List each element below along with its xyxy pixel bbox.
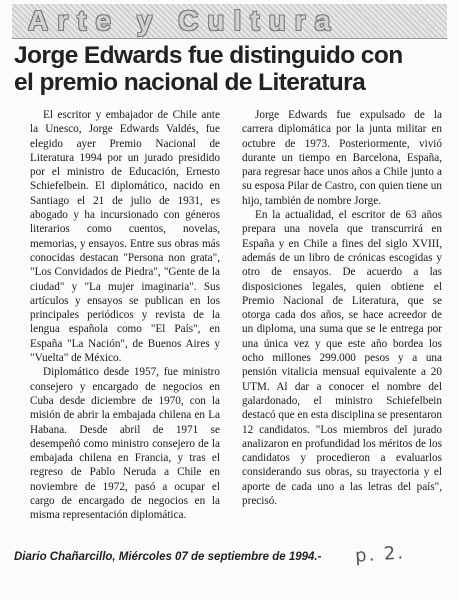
headline xyxy=(14,42,450,96)
article-paragraph: En la actualidad, el escritor de 63 años prepara una novela que transcurrirá en España y en Chile a fines del siglo XVIII, además de un libro de crónicas escogidas y otro de ensayos. De acuerdo a las disposiciones legales, quien obtiene el Premio Nacional de Literatura, que se otorga cada dos años, se hace acreedor de un diploma, una suma que se le entrega por una única vez y que este año bordea los ocho millones 299.000 pesos y a una pensión vitalicia mensual equivalente a 20 UTM. Al dar a conocer el nombre del galardonado, el ministro Schiefelbein destacó que en esta disciplina se presentaron 12 candidatos. "Los miembros del jurado analizaron en profundidad los méritos de los candidatos y procedieron a evaluarlos considerando sus obras, su trayectoria y el aporte de cada uno a las letras del país", precisó. xyxy=(242,209,442,508)
headline-line-1: Jorge Edwards fue distinguido con xyxy=(14,42,403,69)
article-paragraph: Diplomático desde 1957, fue ministro consejero y encargado de negocios en Cuba desde diciembre de 1970, con la misión de abrir la embajada chilena en La Habana. Desde abril de 1971 se desempeñó como ministro consejero de la embajada chilena en Francia, y tras el regreso de Pablo Neruda a Chile en noviembre de 1972, pasó a ocupar el cargo de encargado de negocios en la misma representación diplomática. xyxy=(30,366,220,522)
section-title: Arte y Cultura xyxy=(28,5,340,36)
source-citation: Diario Chañarcillo, Miércoles 07 de septiembre de 1994.- xyxy=(14,551,322,563)
article-column-right xyxy=(242,108,442,508)
article-paragraph: El escritor y embajador de Chile ante la Unesco, Jorge Edwards Valdés, fue elegido ayer Premio Nacional de Literatura 1994 por un jurado presidido por el ministro de Educación, Ernesto Schiefelbein. El diplomático, nacido en Santiago el 21 de julio de 1931, es abogado y ha incursionado con géneros literarios como cuentos, novelas, memorias, y ensayos. Entre sus obras más conocidas destacan "Persona non grata", "Los Convidados de Piedra", "Gente de la ciudad" y "La mujer imaginaria". Sus artículos y ensayos se publican en los principales periódicos y revista de la lengua española como "El País", en España "La Nación", de Buenos Aires y "Vuelta" de México. xyxy=(30,109,220,365)
article-column-left xyxy=(30,108,220,523)
article-paragraph: Jorge Edwards fue expulsado de la carrera diplomática por la junta militar en octubre de 1973. Posteriormente, vivió durante un tiempo en Barcelona, España, para regresar hace unos años a Chile junto a su esposa Pilar de Castro, con quien tiene un hijo, también de nombre Jorge. xyxy=(242,109,442,207)
headline-line-2: el premio nacional de Literatura xyxy=(14,69,366,96)
handwritten-page-note: p. 2. xyxy=(354,542,406,567)
